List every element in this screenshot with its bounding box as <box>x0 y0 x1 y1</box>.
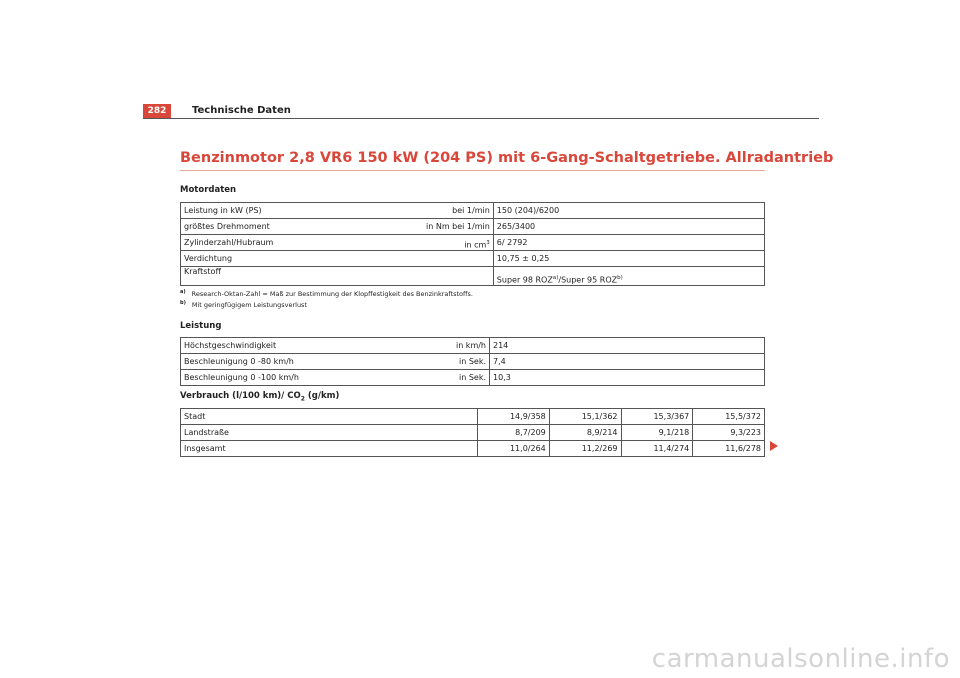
row-value: 265/3400 <box>493 219 764 235</box>
watermark: carmanualsonline.info <box>651 644 950 674</box>
fuel-secondary: /Super 95 ROZ <box>558 276 618 285</box>
table-row <box>181 251 765 267</box>
row-value: 15,5/372 <box>693 409 765 425</box>
page-title: Benzinmotor 2,8 VR6 150 kW (204 PS) mit 6-Gang-Schaltgetriebe. Allradantrieb <box>180 150 834 166</box>
header-divider <box>143 118 819 119</box>
row-value: 6/ 2792 <box>493 235 764 251</box>
table-row <box>181 370 765 386</box>
row-label: Leistung in kW (PS) <box>181 203 424 219</box>
row-value: 14,9/358 <box>478 409 550 425</box>
row-value: 10,75 ± 0,25 <box>493 251 764 267</box>
row-value: 214 <box>490 338 765 354</box>
row-unit: in Nm bei 1/min <box>423 219 493 235</box>
page-number: 282 <box>143 104 171 118</box>
row-value: 11,6/278 <box>725 444 761 453</box>
fuel-primary: Super 98 ROZ <box>496 276 553 285</box>
footnote-ref-a: a) <box>552 275 559 282</box>
row-value: 15,3/367 <box>621 409 693 425</box>
table-row <box>181 409 765 425</box>
footnote-mark: b) <box>180 300 186 307</box>
row-label: größtes Drehmoment <box>181 219 424 235</box>
header-title: Technische Daten <box>192 105 291 116</box>
row-unit: in Sek. <box>423 354 490 370</box>
row-value: 11,2/269 <box>549 441 621 457</box>
footnotes <box>180 288 473 310</box>
row-label: Landstraße <box>181 425 478 441</box>
row-unit <box>423 251 493 267</box>
table-row <box>181 235 765 251</box>
footnote-ref-b: b) <box>617 275 623 282</box>
row-unit: in Sek. <box>423 370 490 386</box>
table-leistung <box>180 337 765 386</box>
row-unit <box>423 267 493 286</box>
title-divider <box>180 170 765 171</box>
next-page-arrow-icon[interactable] <box>770 441 778 451</box>
row-unit <box>423 235 493 251</box>
table-row <box>181 338 765 354</box>
row-unit: in km/h <box>423 338 490 354</box>
row-label: Insgesamt <box>181 441 478 457</box>
footnote-a <box>180 288 473 299</box>
row-label: Verdichtung <box>181 251 424 267</box>
section-heading-motordaten: Motordaten <box>180 185 237 195</box>
footnote-text: Mit geringfügigem Leistungsverlust <box>191 301 307 310</box>
table-row <box>181 219 765 235</box>
row-value: 9,3/223 <box>693 425 765 441</box>
table-row <box>181 425 765 441</box>
table-row <box>181 203 765 219</box>
footnote-text: Research-Oktan-Zahl = Maß zur Bestimmung der Klopffestigkeit des Benzinkraftstoffs. <box>191 290 473 299</box>
section-heading-leistung: Leistung <box>180 321 222 331</box>
row-value: 8,7/209 <box>478 425 550 441</box>
row-value: 9,1/218 <box>621 425 693 441</box>
row-value: 7,4 <box>490 354 765 370</box>
heading-text: Verbrauch (l/100 km)/ CO <box>180 391 301 401</box>
table-motordaten <box>180 202 765 286</box>
heading-text-end: (g/km) <box>304 391 340 401</box>
row-value: 150 (204)/6200 <box>493 203 764 219</box>
row-label: Beschleunigung 0 -100 km/h <box>184 373 299 382</box>
row-value: 11,0/264 <box>478 441 550 457</box>
row-value: 10,3 <box>493 373 511 382</box>
footnote-b <box>180 299 473 310</box>
heading-subscript: 2 <box>300 395 305 403</box>
unit-superscript: 3 <box>486 240 490 247</box>
row-label: Stadt <box>181 409 478 425</box>
table-row <box>181 441 765 457</box>
row-value: 8,9/214 <box>549 425 621 441</box>
table-row <box>181 267 765 286</box>
row-unit: bei 1/min <box>423 203 493 219</box>
row-value <box>493 267 764 286</box>
table-verbrauch <box>180 408 765 457</box>
row-label: Höchstgeschwindigkeit <box>181 338 424 354</box>
row-label: Kraftstoff <box>184 267 221 276</box>
row-value: 15,1/362 <box>549 409 621 425</box>
footnote-mark: a) <box>180 289 186 295</box>
unit-text: in cm <box>464 241 487 250</box>
row-label: Beschleunigung 0 -80 km/h <box>181 354 424 370</box>
row-label: Zylinderzahl/Hubraum <box>181 235 424 251</box>
table-row <box>181 354 765 370</box>
row-value: 11,4/274 <box>621 441 693 457</box>
section-heading-verbrauch <box>180 391 339 403</box>
